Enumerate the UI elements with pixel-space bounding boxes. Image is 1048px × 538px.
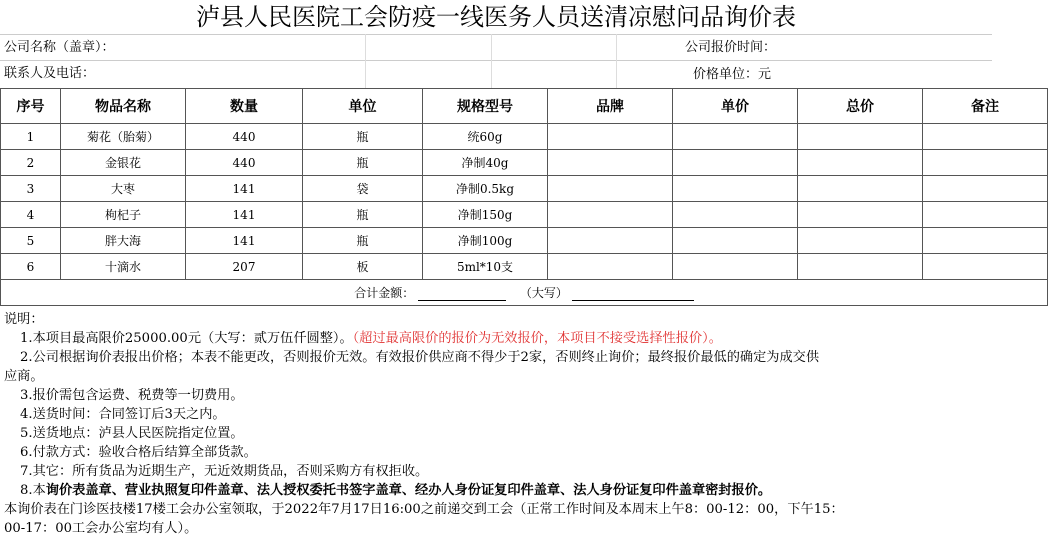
note-item: 5.送货地点：泸县人民医院指定位置。 [20, 426, 244, 441]
cell-item-name: 十滴水 [61, 254, 186, 280]
cell-total-price[interactable] [798, 254, 923, 280]
cell-total-price[interactable] [798, 202, 923, 228]
cell-unit-price[interactable] [673, 150, 798, 176]
cell-unit: 瓶 [303, 150, 423, 176]
meta-row-company [0, 34, 992, 60]
cell-brand[interactable] [548, 254, 673, 280]
cell-spec: 净制0.5kg [423, 176, 548, 202]
cell-brand[interactable] [548, 228, 673, 254]
cell-remarks[interactable] [923, 202, 1048, 228]
total-row [1, 280, 1048, 306]
cell-index: 1 [1, 124, 61, 150]
cell-unit-price[interactable] [673, 124, 798, 150]
cell-quantity: 440 [186, 150, 303, 176]
cell-index: 3 [1, 176, 61, 202]
cell-quantity: 440 [186, 124, 303, 150]
cell-remarks[interactable] [923, 176, 1048, 202]
table-header-row [1, 89, 1048, 124]
header-item-name: 物品名称 [61, 89, 186, 124]
note-1-warning: （超过最高限价的报价为无效报价，本项目不接受选择性报价）。 [352, 331, 722, 346]
header-brand: 品牌 [548, 89, 673, 124]
cell-unit: 板 [303, 254, 423, 280]
note-item: 3.报价需包含运费、税费等一切费用。 [20, 388, 244, 403]
note-submission-continuation: 00-17：00工会办公室均有人）。 [4, 521, 198, 536]
cell-unit-price[interactable] [673, 228, 798, 254]
note-submission: 本询价表在门诊医技楼17楼工会办公室领取，于2022年7月17日16:00之前递交到工会（正常工作时间及本周末上午8：00-12：00，下午15： [4, 502, 844, 517]
cell-brand[interactable] [548, 202, 673, 228]
quotation-table [0, 88, 1048, 306]
cell-remarks[interactable] [923, 228, 1048, 254]
notes-heading: 说明： [4, 312, 44, 327]
cell-unit-price[interactable] [673, 254, 798, 280]
total-amount-blank[interactable] [418, 288, 506, 301]
cell-total-price[interactable] [798, 150, 923, 176]
note-8-prefix: 8.本 [20, 483, 46, 498]
note-8-requirements: 询价表盖章、营业执照复印件盖章、法人授权委托书签字盖章、经办人身份证复印件盖章、法人身份证复印件盖章密封报价。 [45, 483, 772, 498]
header-unit-price: 单价 [673, 89, 798, 124]
cell-item-name: 胖大海 [61, 228, 186, 254]
cell-index: 2 [1, 150, 61, 176]
note-item: 2.公司根据询价表报出价格；本表不能更改，否则报价无效。有效报价供应商不得少于2家，否则终止询价；最终报价最低的确定为成交供 [20, 350, 820, 365]
header-quantity: 数量 [186, 89, 303, 124]
cell-spec: 净制100g [423, 228, 548, 254]
cell-spec: 净制40g [423, 150, 548, 176]
cell-remarks[interactable] [923, 254, 1048, 280]
cell-remarks[interactable] [923, 124, 1048, 150]
header-spec: 规格型号 [423, 89, 548, 124]
table-row [1, 228, 1048, 254]
company-name-label: 公司名称（盖章）： [4, 40, 115, 55]
header-remarks: 备注 [923, 89, 1048, 124]
cell-unit-price[interactable] [673, 202, 798, 228]
table-row [1, 202, 1048, 228]
table-row [1, 176, 1048, 202]
grid-divider [365, 34, 366, 88]
cell-item-name: 枸杞子 [61, 202, 186, 228]
cell-total-price[interactable] [798, 124, 923, 150]
note-item [4, 481, 988, 500]
cell-unit-price[interactable] [673, 176, 798, 202]
note-item: 7.其它：所有货品为近期生产，无近效期货品，否则采购方有权拒收。 [20, 464, 429, 479]
cell-index: 6 [1, 254, 61, 280]
note-1-text: 1.本项目最高限价25000.00元（大写：贰万伍仟圆整）。 [20, 331, 353, 346]
cell-quantity: 141 [186, 202, 303, 228]
table-row [1, 150, 1048, 176]
total-caps-blank[interactable] [572, 288, 694, 301]
table-row [1, 124, 1048, 150]
cell-item-name: 大枣 [61, 176, 186, 202]
cell-brand[interactable] [548, 176, 673, 202]
cell-spec: 统60g [423, 124, 548, 150]
note-item-continuation: 应商。 [4, 369, 44, 384]
cell-brand[interactable] [548, 124, 673, 150]
cell-item-name: 菊花（胎菊） [61, 124, 186, 150]
cell-index: 5 [1, 228, 61, 254]
cell-item-name: 金银花 [61, 150, 186, 176]
notes-section [4, 310, 988, 538]
cell-spec: 5ml*10支 [423, 254, 548, 280]
meta-row-contact [0, 60, 992, 88]
cell-unit: 瓶 [303, 202, 423, 228]
contact-label: 联系人及电话： [4, 66, 96, 81]
page-title: 泸县人民医院工会防疫一线医务人员送清凉慰问品询价表 [196, 3, 796, 31]
header-total-price: 总价 [798, 89, 923, 124]
total-cell [1, 280, 1048, 306]
total-amount-label: 合计金额： [354, 286, 415, 300]
cell-quantity: 141 [186, 176, 303, 202]
total-caps-label: （大写） [519, 286, 568, 300]
cell-brand[interactable] [548, 150, 673, 176]
note-item: 4.送货时间：合同签订后3天之内。 [20, 407, 226, 422]
cell-quantity: 141 [186, 228, 303, 254]
table-row [1, 254, 1048, 280]
cell-remarks[interactable] [923, 150, 1048, 176]
cell-total-price[interactable] [798, 228, 923, 254]
cell-spec: 净制150g [423, 202, 548, 228]
cell-unit: 瓶 [303, 124, 423, 150]
header-index: 序号 [1, 89, 61, 124]
cell-quantity: 207 [186, 254, 303, 280]
cell-total-price[interactable] [798, 176, 923, 202]
grid-divider [616, 34, 617, 88]
grid-divider [491, 34, 492, 88]
price-unit-label: 价格单位：元 [693, 67, 772, 82]
cell-unit: 袋 [303, 176, 423, 202]
note-item [4, 329, 988, 348]
header-unit: 单位 [303, 89, 423, 124]
quote-time-label: 公司报价时间： [685, 40, 777, 55]
cell-unit: 瓶 [303, 228, 423, 254]
cell-index: 4 [1, 202, 61, 228]
note-item: 6.付款方式：验收合格后结算全部货款。 [20, 445, 257, 460]
